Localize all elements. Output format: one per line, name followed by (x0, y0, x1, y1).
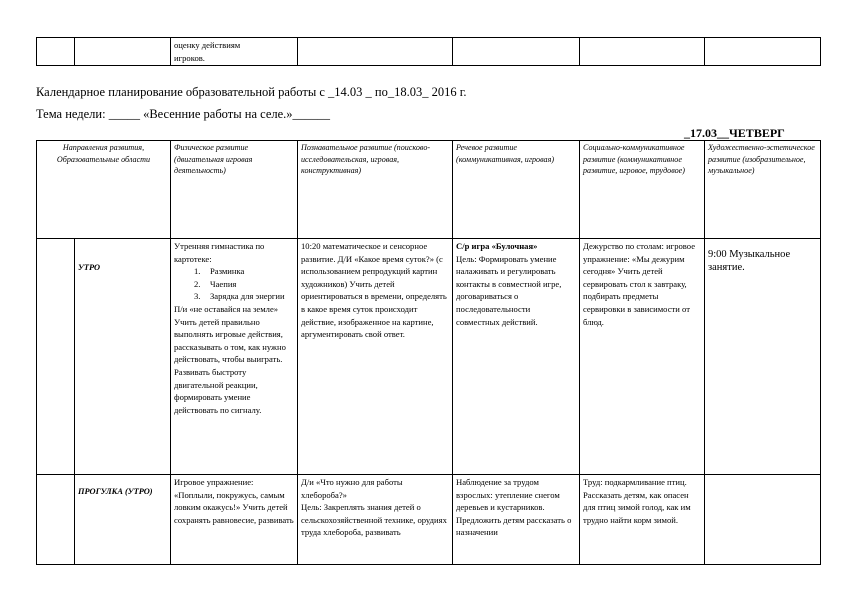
blank-cell (37, 475, 75, 565)
exercise-item: 1. Разминка (194, 266, 245, 277)
morning-label: УТРО (78, 263, 100, 272)
music-lesson: 9:00 Музыкальное занятие. (708, 249, 791, 273)
morning-cognitive: 10:20 математическое и сенсорное развитие. Д/И «Какое время суток?» (с использованием репродукций картин художников) Учить детей ориентироваться в времени, определять в какое время суток происходит действие, изображенное на картине, аргументировать свой ответ. (298, 239, 453, 475)
fragment-cell (75, 38, 171, 66)
walk-row (37, 475, 821, 565)
blank-cell (37, 239, 75, 475)
morning-social: Дежурство по столам: игровое упражнение: «Мы дежурим сегодня» Учить детей сервировать стол к завтраку, подбирать предметы сервировки в зависимости от блюд. (580, 239, 705, 475)
walk-speech: Наблюдение за трудом взрослых: утепление снегом деревьев и кустарников. Предложить детям рассказать о назначении (453, 475, 580, 565)
day-label: _17.03__ЧЕТВЕРГ (684, 126, 785, 140)
week-theme: Тема недели: _____ «Весенние работы на селе.»______ (36, 107, 331, 121)
plan-table (36, 140, 821, 565)
header-row (37, 141, 821, 239)
header-art: Художественно-эстетическое развитие (изобразительное, музыкальное) (705, 141, 821, 239)
fragment-line: игроков. (174, 52, 205, 63)
fragment-cell (705, 38, 821, 66)
walk-label: ПРОГУЛКА (УТРО) (78, 487, 153, 496)
walk-social: Труд: подкармливание птиц. Рассказать детям, как опасен для птиц зимой голод, как им трудно найти корм зимой. (580, 475, 705, 565)
previous-table-fragment (36, 37, 821, 66)
fragment-cell (37, 38, 75, 66)
header-speech: Речевое развитие (коммуникативная, игровая) (453, 141, 580, 239)
fragment-cell-text (171, 38, 298, 66)
walk-game-title: Д/и «Что нужно для работы хлебороба?» (301, 477, 403, 500)
fragment-cell (298, 38, 453, 66)
fragment-cell (453, 38, 580, 66)
speech-game-text: Цель: Формировать умение налаживать и регулировать контакты в совместной игре, договариваться о последовательности совместных действий. (456, 253, 562, 327)
walk-art (705, 475, 821, 565)
exercise-list (194, 265, 294, 303)
exercise-item: 3. Зарядка для энергии (194, 291, 285, 302)
physical-game: П/и «не оставайся на земле» Учить детей правильно выполнять игровые действия, рассказывать о том, как нужно действовать, чтобы выиграть. Развивать быстроту двигательной реакции, формировать умение действовать по сигналу. (174, 303, 286, 415)
header-social: Социально-коммуникативное развитие (коммуникативное развитие, игровое, трудовое) (580, 141, 705, 239)
walk-label-cell (75, 475, 171, 565)
exercise-item: 2. Чаепия (194, 278, 237, 289)
morning-art (705, 239, 821, 475)
fragment-line: оценку действиям (174, 40, 241, 50)
morning-physical (171, 239, 298, 475)
walk-cognitive (298, 475, 453, 565)
planning-title: Календарное планирование образовательной работы с _14.03 _ по_18.03_ 2016 г. (36, 85, 467, 99)
morning-speech (453, 239, 580, 475)
speech-game-title: С/р игра «Булочная» (456, 241, 538, 251)
morning-label-cell (75, 239, 171, 475)
header-areas: Направления развития, Образовательные области (37, 141, 171, 239)
physical-intro: Утренняя гимнастика по картотеке: (174, 241, 265, 264)
header-physical: Физическое развитие (двигательная игровая деятельность) (171, 141, 298, 239)
fragment-cell (580, 38, 705, 66)
header-cognitive: Познавательное развитие (поисково-исследовательская, игровая, конструктивная) (298, 141, 453, 239)
walk-game-text: Цель: Закреплять знания детей о сельскохозяйственной технике, орудиях труда хлебороба, развивать (301, 502, 447, 538)
walk-physical: Игровое упражнение: «Поплыли, покружусь, самым ловким окажусь!» Учить детей сохранять равновесие, развивать (171, 475, 298, 565)
morning-row (37, 239, 821, 475)
